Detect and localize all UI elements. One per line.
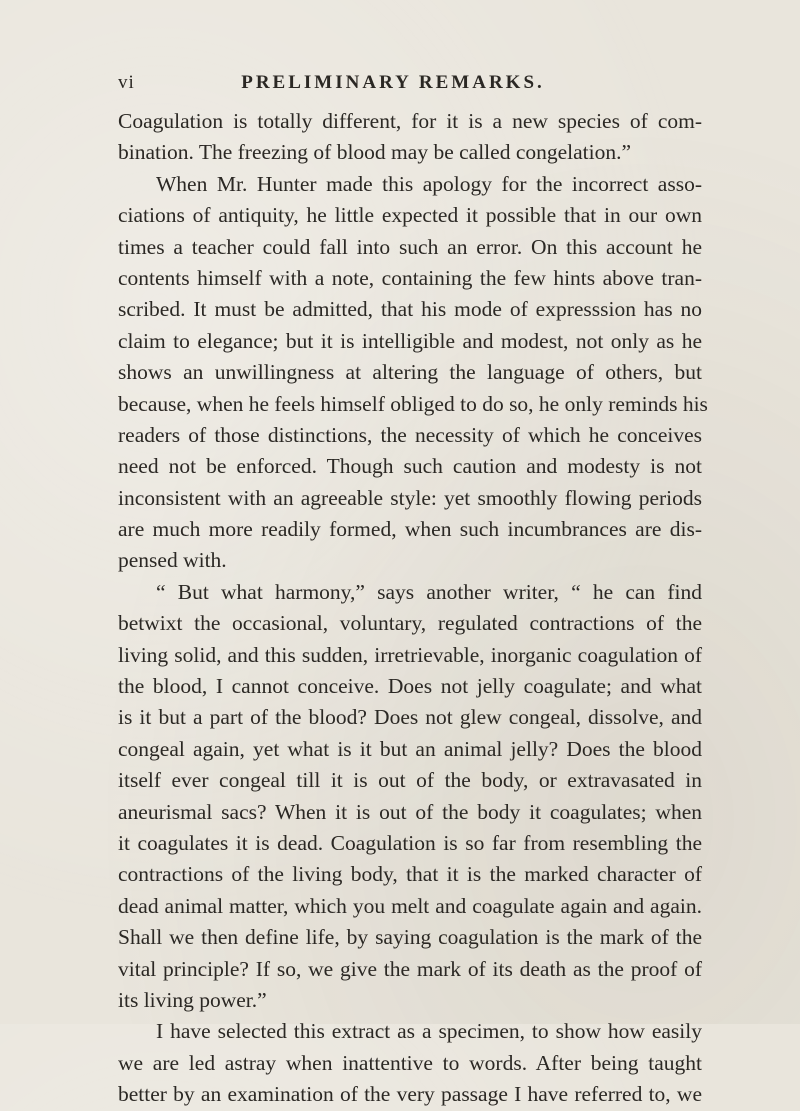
text-line: because, when he feels himself obliged to do so, he only reminds his [118,391,708,416]
body-text [118,106,708,1111]
text-line: it coagulates it is dead. Coagulation is so far from resembling the [118,830,702,855]
text-line: times a teacher could fall into such an error. On this account he [118,234,702,259]
text-line: pensed with. [118,548,227,573]
text-line: Coagulation is totally different, for it is a new species of com- [118,109,702,133]
text-line: I have selected this extract as a specimen, to show how easily [156,1019,702,1044]
text-line: contents himself with a note, containing the few hints above tran- [118,265,702,290]
text-line: we are led astray when inattentive to words. After being taught [118,1050,702,1075]
text-line: the blood, I cannot conceive. Does not jelly coagulate; and what [118,674,702,699]
text-line: bination. The freezing of blood may be called congelation.” [118,140,632,165]
text-line: contractions of the living body, that it is the marked character of [118,862,702,887]
text-line: living solid, and this sudden, irretrievable, inorganic coagulation of [118,642,702,667]
text-line: congeal again, yet what is it but an animal jelly? Does the blood [118,736,702,761]
text-line: When Mr. Hunter made this apology for the incorrect asso- [156,171,702,196]
text-line: inconsistent with an agreeable style: yet smoothly flowing periods [118,485,702,510]
text-line: better by an examination of the very passage I have referred to, we [118,1082,702,1107]
text-line: claim to elegance; but it is intelligible and modest, not only as he [118,328,702,353]
text-line: scribed. It must be admitted, that his mode of expresssion has no [118,297,702,322]
running-head [118,72,708,102]
text-line: “ But what harmony,” says another writer, “ he can find [156,579,702,604]
text-line: itself ever congeal till it is out of the body, or extravasated in [118,768,702,793]
text-line: readers of those distinctions, the necessity of which he conceives [118,422,702,447]
text-line: aneurismal sacs? When it is out of the body it coagulates; when [118,799,702,824]
text-line: vital principle? If so, we give the mark of its death as the proof of [118,956,702,981]
text-line: betwixt the occasional, voluntary, regulated contractions of the [118,611,702,636]
text-line: Shall we then define life, by saying coagulation is the mark of the [118,925,702,950]
text-line: are much more readily formed, when such incumbrances are dis- [118,517,702,542]
text-line: is it but a part of the blood? Does not glew congeal, dissolve, and [118,705,702,730]
text-line: shows an unwillingness at altering the language of others, but [118,360,702,385]
page-number: vi [118,72,135,93]
text-line: its living power.” [118,987,267,1012]
text-line: dead animal matter, which you melt and coagulate again and again. [118,893,702,918]
running-title: PRELIMINARY REMARKS. [241,72,545,93]
text-line: need not be enforced. Though such caution and modesty is not [118,454,702,479]
text-line: ciations of antiquity, he little expected it possible that in our own [118,203,702,228]
